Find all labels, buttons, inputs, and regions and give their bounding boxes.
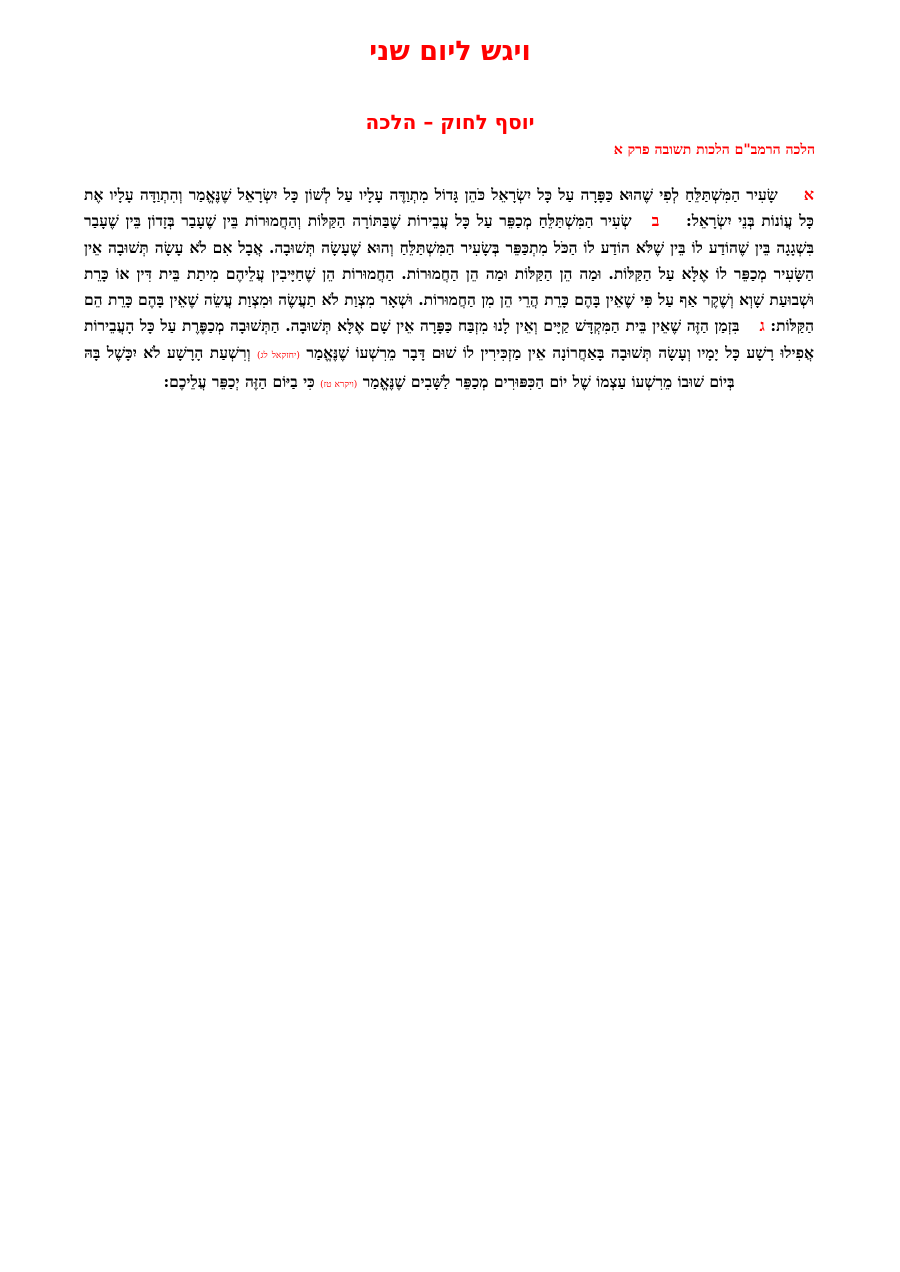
verse-reference-leviticus: (ויקרא טז): [320, 380, 358, 391]
halacha-paragraph-a: שָׂעִיר הַמִּשְׁתַּלֵּחַ לְפִי שֶׁהוּא כַּפָּרָה עַל כָּל יִשְׂרָאֵל כֹּהֵן גָּדוֹל מִתְוַדֶּה עָלָיו עַל לְשׁוֹן כָּל יִשְׂרָאֵל שֶׁנֶּאֱמַר וְהִתְוַדָּה עָלָיו אֶת כָּל עֲוֹנוֹת בְּנֵי יִשְׂרָאֵל:: [84, 185, 814, 231]
halacha-paragraph-c-part-1: בִּזְמַן הַזֶּה שֶׁאֵין בֵּית הַמִּקְדָּשׁ קַיָּים וְאֵין לָנוּ מִזְבַּח כַּפָּרָה אֵין שָׁם אֶלָּא תְּשׁוּבָה. הַתְּשׁוּבָה מְכַפֶּרֶת עַל כָּל הָעֲבֵירוֹת אֲפִילוּ רָשָׁע כָּל יָמָיו וְעָשָׂה תְּשׁוּבָה בָּאַחֲרוֹנָה אֵין מַזְכִּירִין לוֹ שׁוּם דָּבָר מֵרִשְׁעוֹ שֶׁנֶּאֱמַר: [84, 316, 814, 362]
halacha-paragraph-c-part-2: וְרִשְׁעַת הָרָשָׁע לֹא יִכָּשֶׁל בָּהּ בְּיוֹם שׁוּבוֹ מֵרִשְׁעוֹ עַצְמוֹ שֶׁל יוֹם הַכִּפּוּרִים מְכַפֵּר לַשָּׁבִים שֶׁנֶּאֱמַר: [84, 342, 735, 392]
section-subtitle: יוסף לחוק – הלכה: [365, 110, 535, 134]
halacha-paragraph-c-part-3: כִּי בַיּוֹם הַזֶּה יְכַפֵּר עֲלֵיכֶם:: [163, 372, 315, 392]
halacha-marker-c: ג: [759, 316, 765, 336]
verse-reference-ezekiel: (יחזקאל לג): [257, 350, 300, 361]
halacha-marker-a: א: [803, 185, 814, 204]
halacha-paragraph-b: שְׂעִיר הַמִּשְׁתַּלֵּחַ מְכַפֵּר עַל כָּל עֲבֵירוֹת שֶׁבַּתּוֹרָה הַקַּלּוֹת וְהַחֲמוּרוֹת בֵּין שֶׁעָבַר בְּזָדוֹן בֵּין שֶׁעָבַר בִּשְׁגָגָה בֵּין שֶׁהוֹדַע לוֹ בֵּין שֶׁלֹּא הוֹדַע לוֹ הַכֹּל מִתְכַּפֵּר בְּשָׂעִיר הַמִּשְׁתַּלֵּחַ וְהוּא שֶׁעָשָׂה תְּשׁוּבָה. אֲבָל אִם לֹא עָשָׂה תְּשׁוּבָה אֵין הַשָּׂעִיר מְכַפֵּר לוֹ אֶלָּא עַל הַקַּלּוֹת. וּמַה הֵן הַקַּלּוֹת וּמַה הֵן הַחֲמוּרוֹת. הַחֲמוּרוֹת הֵן שֶׁחַיָּיבִין עֲלֵיהֶם מִיתַת בֵּית דִּין אוֹ כָּרֵת וּשְׁבוּעַת שָׁוְא וְשֶׁקֶר אַף עַל פִּי שֶׁאֵין בָּהֶם כָּרֵת הֲרֵי הֵן מִן הַחֲמוּרוֹת. וּשְׁאָר מִצְוַת לֹא תַעֲשֶׂה וּמִצְוַת עֲשֵׂה שֶׁאֵין בָּהֶם כָּרֵת הֵם הַקַּלּוֹת:: [84, 211, 814, 336]
page-title: ויגש ליום שני: [369, 36, 531, 67]
halacha-marker-b: ב: [651, 211, 660, 231]
source-reference: הלכה הרמב"ם הלכות תשובה פרק א: [613, 142, 815, 158]
halacha-text: [84, 182, 814, 398]
